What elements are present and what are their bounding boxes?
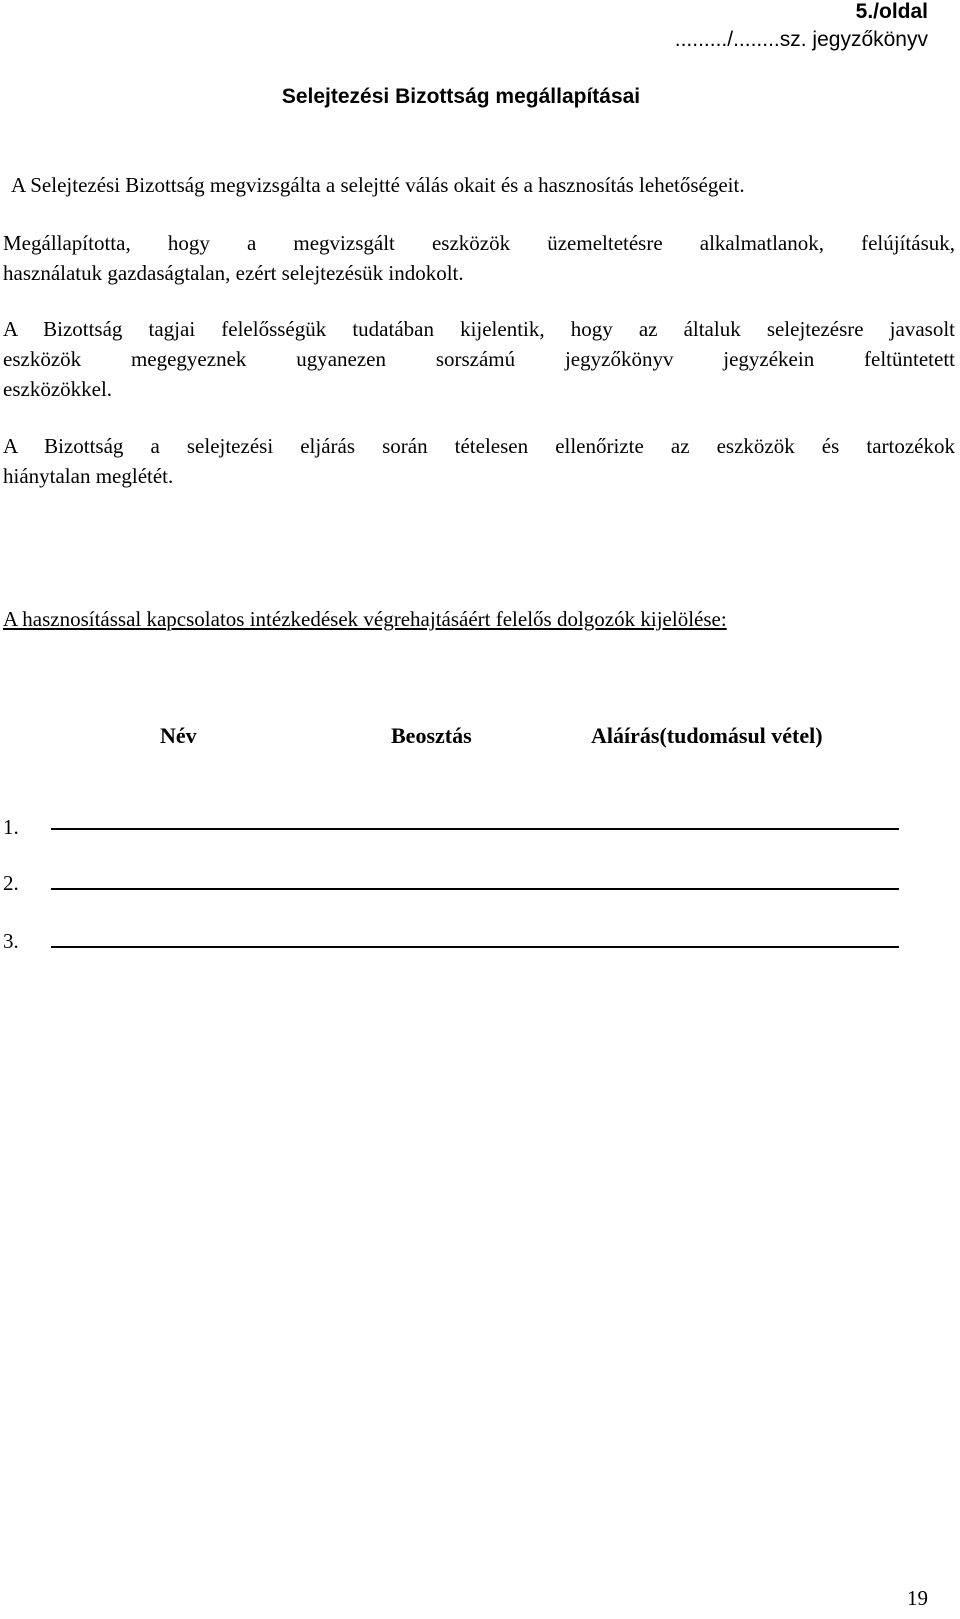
paragraph-verification-line-2: hiánytalan meglétét. — [3, 464, 174, 488]
paragraph-declaration-line-1: A Bizottság tagjai felelősségük tudatában kijelentik, hogy az általuk selejtezésre javasolt — [3, 317, 955, 341]
row-number: 3. — [3, 929, 19, 953]
paragraph-finding-line-1: Megállapította, hogy a megvizsgált eszközök üzemeltetésre alkalmatlanok, felújításuk, — [3, 231, 955, 255]
paragraph-verification-line-1: A Bizottság a selejtezési eljárás során tételesen ellenőrizte az eszközök és tartozékok — [3, 434, 955, 458]
paragraph-declaration-line-2: eszközök megegyeznek ugyanezen sorszámú jegyzőkönyv jegyzékein feltüntetett — [3, 347, 955, 371]
document-title: Selejtezési Bizottság megállapításai — [281, 85, 641, 108]
signature-line[interactable] — [51, 888, 899, 890]
protocol-reference: ........./........sz. jegyzőkönyv — [674, 28, 928, 51]
section-heading: A hasznosítással kapcsolatos intézkedések végrehajtásáért felelős dolgozók kijelölése: — [3, 607, 727, 631]
row-number: 2. — [3, 871, 19, 895]
signature-line[interactable] — [51, 946, 899, 948]
page-label: 5./oldal — [855, 0, 928, 23]
paragraph-finding-line-2: használatuk gazdaságtalan, ezért selejtezésük indokolt. — [3, 261, 464, 285]
paragraph-examination: A Selejtezési Bizottság megvizsgálta a selejtté válás okait és a hasznosítás lehetőségeit. — [11, 173, 745, 197]
paragraph-verification — [3, 431, 955, 491]
column-header-name: Név — [160, 723, 197, 748]
paragraph-declaration — [3, 314, 955, 404]
signature-line[interactable] — [51, 828, 899, 830]
paragraph-finding — [3, 228, 955, 288]
paragraph-declaration-line-3: eszközökkel. — [3, 377, 113, 401]
column-header-position: Beosztás — [391, 723, 472, 748]
page-number: 19 — [907, 1586, 928, 1610]
column-header-signature: Aláírás(tudomásul vétel) — [591, 723, 823, 748]
row-number: 1. — [3, 815, 19, 839]
